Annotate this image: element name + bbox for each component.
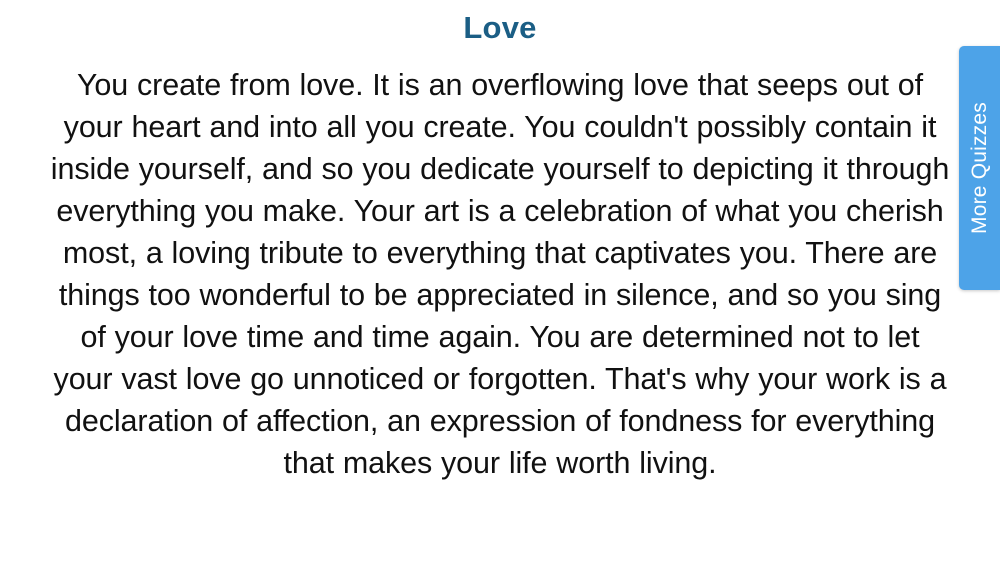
- more-quizzes-tab[interactable]: [959, 46, 1000, 290]
- result-description: You create from love. It is an overflowing love that seeps out of your heart and into all you create. You couldn't possibly contain it inside yourself, and so you dedicate yourself to depicting it through everything you make. Your art is a celebration of what you cherish most, a loving tribute to everything that captivates you. There are things too wonderful to be appreciated in silence, and so you sing of your love time and time again. You are determined not to let your vast love go unnoticed or forgotten. That's why your work is a declaration of affection, an expression of fondness for everything that makes your life worth living.: [50, 68, 950, 481]
- page-title: Love: [463, 10, 537, 45]
- more-quizzes-tab-label: More Quizzes: [967, 102, 991, 234]
